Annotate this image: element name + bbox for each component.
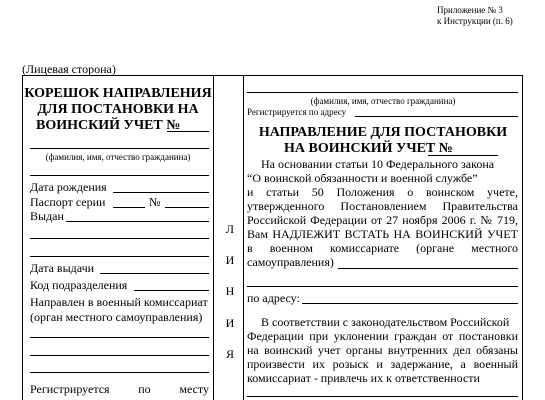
sent-to-label-1: Направлен в военный комиссариат — [30, 295, 208, 309]
referral-number-label: НА ВОИНСКИЙ УЧЕТ № — [284, 141, 453, 156]
p1-line-1: На основании статьи 10 Федерального закона — [261, 157, 495, 171]
passport-series-field[interactable] — [113, 207, 145, 208]
referral-name-caption: (фамилия, имя, отчество гражданина) — [310, 96, 456, 106]
referral-registered-field[interactable] — [355, 116, 518, 117]
appendix-line-1: Приложение № 3 — [437, 5, 503, 15]
passport-number-sign: № — [149, 195, 161, 209]
p2-line-3: на воинский учет органы внутренних дел обязаны — [247, 343, 518, 357]
frame-top-border — [22, 75, 523, 76]
birth-date-field[interactable] — [113, 192, 209, 193]
p2-line-4: произвести их розыск и задержание, а военный — [247, 357, 518, 371]
division-code-label: Код подразделения — [30, 278, 128, 292]
stub-name-extra-field[interactable] — [30, 175, 209, 176]
stub-name-field[interactable] — [30, 148, 209, 149]
face-side-label: (Лицевая сторона) — [22, 62, 116, 76]
appendix-line-2: к Инструкции (п. 6) — [437, 16, 513, 26]
referral-registered-label: Регистрируется по адресу — [247, 107, 347, 117]
stub-title-line-2: ДЛЯ ПОСТАНОВКИ НА — [37, 102, 199, 117]
cut-line-letter-5: Я — [225, 347, 234, 361]
address-field[interactable] — [302, 303, 518, 304]
issued-label: Выдан — [30, 209, 64, 223]
cut-line-letter-4: И — [225, 316, 235, 330]
cut-line-letter-3: Н — [225, 284, 235, 298]
sent-to-field-2[interactable] — [30, 355, 209, 356]
birth-date-label: Дата рождения — [30, 180, 107, 194]
p1-line-7: в военном комиссариате (органе местного — [247, 241, 518, 255]
referral-number-field[interactable] — [428, 155, 498, 156]
p1-line-6: Вам НАДЛЕЖИТ ВСТАТЬ НА ВОИНСКИЙ УЧЕТ — [247, 227, 518, 241]
frame-left-border — [22, 75, 23, 400]
stub-registered-word-2: по — [138, 382, 151, 396]
stub-name-caption: (фамилия, имя, отчество гражданина) — [45, 152, 191, 162]
passport-series-label: Паспорт серии — [30, 195, 106, 209]
stub-registered-word-1: Регистрируется — [30, 382, 110, 396]
referral-title — [245, 125, 521, 157]
issued-extra-field-1[interactable] — [30, 238, 209, 239]
p2-line-5: комиссариат - привлечь их к ответственности — [247, 371, 480, 385]
commissariat-field[interactable] — [338, 268, 518, 269]
p2-line-1: В соответствии с законодательством Российской — [261, 315, 510, 329]
stub-number-label: ВОИНСКИЙ УЧЕТ № — [36, 118, 181, 133]
cut-line-letter-1: Л — [225, 222, 235, 236]
p1-line-3: и статьи 50 Положения о воинском учете, — [247, 185, 518, 199]
bottom-field[interactable] — [247, 396, 518, 397]
p1-line-8: самоуправления) — [247, 255, 334, 269]
p1-line-2: “О воинской обязанности и военной службе” — [247, 171, 478, 185]
referral-left-border — [243, 75, 244, 400]
p2-line-2: Федерации при уклонении граждан от постановки — [247, 329, 518, 343]
cut-line-letter-2: И — [225, 253, 235, 267]
sent-to-label-2: (орган местного самоуправления) — [30, 310, 203, 324]
stub-title — [24, 86, 212, 134]
division-code-field[interactable] — [134, 290, 209, 291]
issued-field[interactable] — [66, 221, 209, 222]
stub-title-line-1: КОРЕШОК НАПРАВЛЕНИЯ — [24, 86, 212, 101]
address-label: по адресу: — [247, 291, 300, 305]
commissariat-extra-field[interactable] — [247, 286, 518, 287]
stub-number-field[interactable] — [167, 131, 209, 132]
issue-date-field[interactable] — [100, 273, 209, 274]
referral-title-line-1: НАПРАВЛЕНИЕ ДЛЯ ПОСТАНОВКИ — [258, 125, 508, 140]
sent-to-field-1[interactable] — [30, 337, 209, 338]
issued-extra-field-2[interactable] — [30, 256, 209, 257]
stub-registered-word-3: месту — [179, 382, 209, 396]
sent-to-field-3[interactable] — [30, 372, 209, 373]
referral-name-field[interactable] — [247, 92, 518, 93]
issue-date-label: Дата выдачи — [30, 261, 95, 275]
frame-right-border — [522, 75, 523, 400]
p1-line-4: утвержденного Постановлением Правительства — [247, 199, 518, 213]
p1-line-5: Российской Федерации от 27 ноября 2006 г. № 719, — [247, 213, 518, 227]
passport-number-field[interactable] — [165, 207, 209, 208]
appendix-note — [437, 5, 513, 27]
stub-registered-row — [30, 382, 209, 396]
stub-right-border — [213, 75, 214, 400]
